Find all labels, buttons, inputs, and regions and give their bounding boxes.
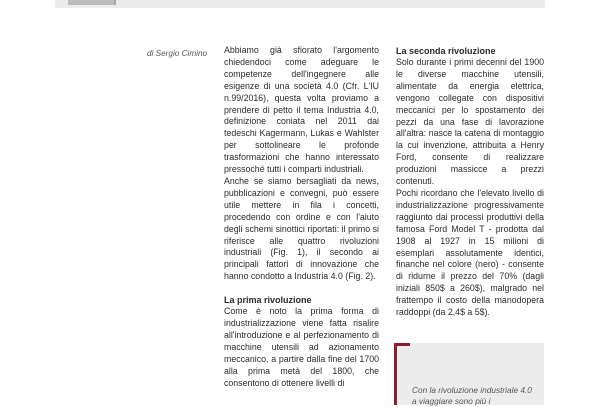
section-heading: La seconda rivoluzione <box>396 46 496 56</box>
top-banner-strip <box>55 0 545 8</box>
paragraph: Come è noto la prima forma di industrializzazione viene fatta risalire all'introduzione e al perfezionamento di macchine utensili ad azionamento meccanico, a partire dalla fine del 1700 alla prima metà del 1800, che consentono di ottenere livelli di <box>224 306 379 388</box>
article-column-1 <box>224 45 379 389</box>
quote-accent-bar <box>394 343 410 346</box>
paragraph: Anche se siamo bersagliati da news, pubblicazioni e convegni, può essere utile mettere in fila i concetti, procedendo con ordine e con l'aiuto degli schemi sinottici riportati: il primo si riferisce alle quattro rivoluzioni industriali (Fig. 1), il secondo ai principali fattori di innovazione che hanno condotto a Industria 4.0 (Fig. 2). <box>224 175 379 282</box>
header-photo <box>68 0 116 5</box>
paragraph: Solo durante i primi decenni del 1900 le diverse macchine utensili, alimentate da energia elettrica, vengono collegate con dispositivi meccanici per lo spostamento dei pezzi da una fase di lavorazione all'altra: nasce la catena di montaggio la cui invenzione, attribuita a Henry Ford, consente di realizzare produzioni massicce a prezzi contenuti. <box>396 57 544 187</box>
section-heading: La prima rivoluzione <box>224 295 312 306</box>
pull-quote-text: Con la rivoluzione industriale 4.0 a viaggiare sono più i <box>412 385 532 406</box>
paragraph: Abbiamo già sfiorato l'argomento chiedendoci come adeguare le competenze dell'ingegnere alle esigenze di una società 4.0 (Cfr. L'IU n.99/2016), questa volta proviamo a prendere di petto il tema Industria 4.0, definizione coniata nel 2011 dai tedeschi Kagermann, Lukas e Wahlster per sottolineare le profonde trasformazioni che hanno interessato pressoché tutti i comparti industriali. <box>224 45 379 175</box>
pull-quote-box <box>394 343 544 405</box>
byline: di Sergio Cimino <box>147 49 208 58</box>
quote-accent-bar <box>394 343 397 405</box>
paragraph: Pochi ricordano che l'elevato livello di industrializzazione progressivamente raggiunto dai processi produttivi della famosa Ford Model T - prodotta dal 1908 al 1927 in 15 milioni di esemplari assolutamente identici, finanche nel colore (nero) - consente di ridurne il prezzo del 70% (dagli iniziali 850$ a 260$), malgrado nel frattempo il costo della manodopera raddoppi (da 2,4$ a 5$). <box>396 187 544 318</box>
article-column-2 <box>396 45 544 319</box>
